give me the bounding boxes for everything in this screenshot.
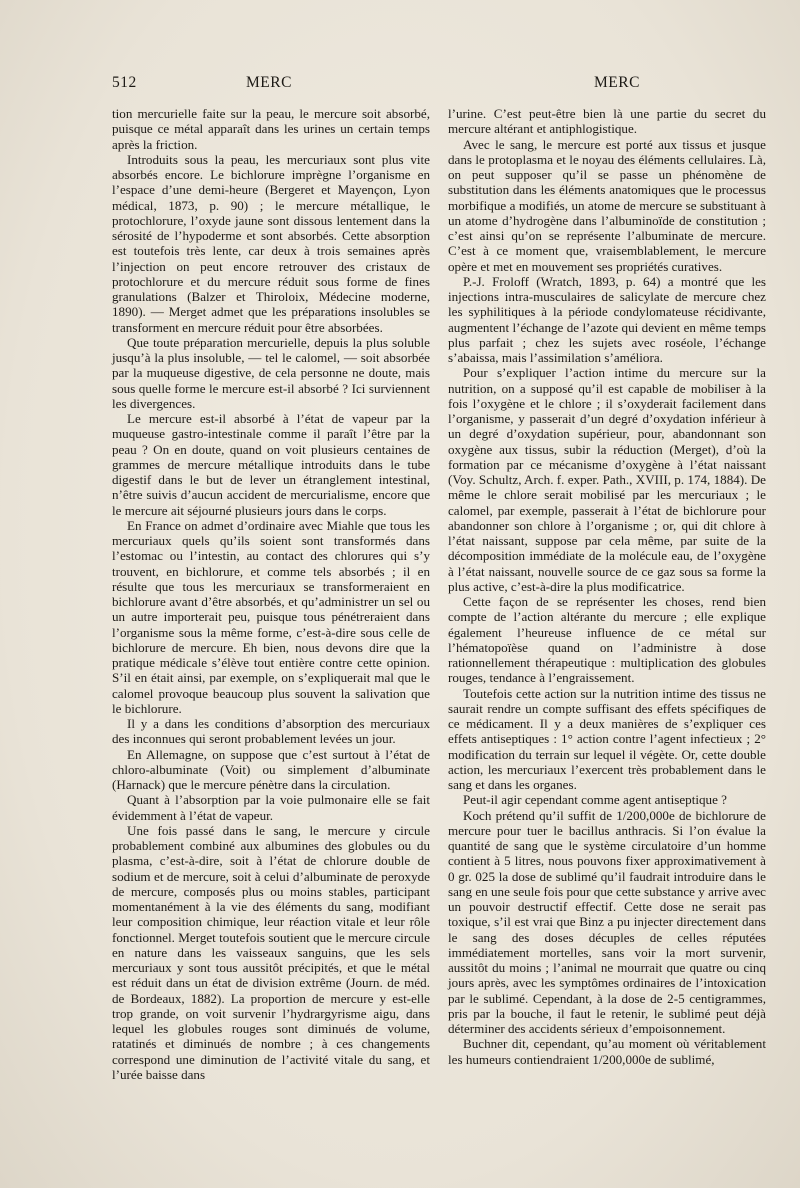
running-head-left: MERC: [246, 74, 292, 91]
paragraph: tion mercurielle faite sur la peau, le mercure soit absorbé, puisque ce métal apparaît dans les urines un certain temps après la friction.: [112, 106, 430, 152]
paragraph: Koch prétend qu’il suffit de 1/200,000e de bichlorure de mercure pour tuer le bacillus anthracis. Si l’on évalue la quantité de sang que le système circulatoire d’un homme contient à 5 litres, nous pouvons fixer approximativement à 0 gr. 025 la dose de sublimé qu’il faudrait introduire dans le sang en une seule fois pour que cette substance y arrive avec un pouvoir destructif effectif. Cette dose ne serait pas toxique, s’il est vrai que Binz a pu injecter directement dans le sang des doses décuples de celles réputées immédiatement mortelles, sans voir la mort survenir, aussitôt du moins ; l’animal ne mourrait que quatre ou cinq jours après, avec les symptômes ordinaires de l’intoxication par le sublimé. Cependant, à la dose de 2-5 centigrammes, pris par la bouche, il faut le retenir, le sublimé peut déjà déterminer des accidents sérieux d’empoisonnement.: [448, 807, 766, 1036]
paragraph: Cette façon de se représenter les choses, rend bien compte de l’action altérante du mercure ; elle explique également l’heureuse influence de ce métal sur l’hématopoïèse quand on l’administre à dose rationnellement thérapeutique : multiplication des globules rouges, tendance à l’engraissement.: [448, 594, 766, 686]
paragraph: Pour s’expliquer l’action intime du mercure sur la nutrition, on a supposé qu’il est capable de mobiliser à la fois l’oxygène et le chlore ; il s’oxyderait facilement dans l’organisme, y passerait d’un degré d’oxydation inférieur à un degré d’oxydation supérieur, pour, abandonnant son oxygène aux tissus, subir la réduction (Merget), d’où la formation par ce mécanisme d’oxygène à l’état naissant (Voy. Schultz, Arch. f. exper. Path., XVIII, p. 174, 1884). De même le chlore serait mobilisé par les mercuriaux ; le calomel, par exemple, passerait à l’état de bichlorure pour abandonner son chlore à l’organisme ; or, qui dit chlore à l’état naissant, suppose par cela même, par suite de la décomposition immédiate de la molécule eau, de l’oxygène à l’état naissant, nouvelle source de ce gaz sous sa forme la plus active, c’est-à-dire la plus modificatrice.: [448, 365, 766, 594]
paragraph: Quant à l’absorption par la voie pulmonaire elle se fait évidemment à l’état de vapeur.: [112, 792, 430, 823]
paragraph: En Allemagne, on suppose que c’est surtout à l’état de chloro-albuminate (Voit) ou simplement d’albuminate (Harnack) que le mercure pénètre dans la circulation.: [112, 746, 430, 792]
paragraph: Peut-il agir cependant comme agent antiseptique ?: [463, 792, 727, 808]
running-head-right: MERC: [594, 74, 640, 91]
paragraph: Une fois passé dans le sang, le mercure y circule probablement combiné aux albumines des globules ou du plasma, c’est-à-dire, soit à l’état de chlorure double de sodium et de mercure, soit à celui d’albuminate de peroxyde de mercure, composés plus ou moins stables, participant momentanément à la vie des éléments du sang, modifiant leur composition chimique, leur réaction vitale et leur rôle fonctionnel. Merget toutefois soutient que le mercure circule en nature dans les vaisseaux sanguins, que les sels mercuriaux y sont tous aussitôt précipités, et que le métal est réduit dans un état de division extrême (Journ. de méd. de Bordeaux, 1882). La proportion de mercure y est-elle trop grande, on voit survenir l’hydrargyrisme aigu, dans lequel les globules rouges sont diminués de volume, ratatinés et diminués de nombre ; à ces changements correspond une diminution de l’activité vitale du sang, et l’urée baisse dans: [112, 822, 430, 1082]
paragraph: Le mercure est-il absorbé à l’état de vapeur par la muqueuse gastro-intestinale comme il paraît l’être par la peau ? On en doute, quand on voit plusieurs centaines de grammes de mercure métallique introduits dans le tube digestif dans le but de lever un étranglement intestinal, n’être suivis d’aucun accident de mercurialisme, encore que le mercure ait séjourné plusieurs jours dans le corps.: [112, 411, 430, 518]
paragraph: Il y a dans les conditions d’absorption des mercuriaux des inconnues qui seront probablement levées un jour.: [112, 716, 430, 747]
page-header: [0, 74, 800, 96]
paragraph: l’urine. C’est peut-être bien là une partie du secret du mercure altérant et antiphlogistique.: [448, 106, 766, 137]
page-number: 512: [112, 74, 137, 91]
paragraph: En France on admet d’ordinaire avec Miahle que tous les mercuriaux quels qu’ils soient sont transformés dans l’estomac ou l’intestin, au contact des chlorures qui s’y trouvent, en bichlorure, et comme tels absorbés ; il en résulte que tous les mercuriaux se transformeraient en bichlorure avant d’être absorbés, et qu’administrer un sel ou un autre importerait peu, puisque tous pénétreraient dans l’organisme sous la même forme, c’est-à-dire sous celle de bichlorure de mercure. Eh bien, nous devons dire que la pratique médicale s’élève tout entière contre cette opinion. S’il en était ainsi, par exemple, on s’expliquerait mal que le calomel provoque beaucoup plus souvent la salivation que le bichlorure.: [112, 517, 430, 716]
paragraph: Que toute préparation mercurielle, depuis la plus soluble jusqu’à la plus insoluble, — tel le calomel, — soit absorbée par la muqueuse digestive, de cela personne ne doute, mais sous quelle forme le mercure est-il absorbé ? Ici surviennent les divergences.: [112, 334, 430, 411]
paragraph: Buchner dit, cependant, qu’au moment où véritablement les humeurs contiendraient 1/200,000e de sublimé,: [448, 1036, 766, 1067]
left-text-column: [112, 106, 430, 1082]
paragraph: P.-J. Froloff (Wratch, 1893, p. 64) a montré que les injections intra-musculaires de salicylate de mercure chez les syphilitiques à la période condylomateuse récidivante, augmentent l’échange de l’azote qui devient en même temps plus parfait ; chez les sujets avec roséole, l’échange s’abaissa, mais l’assimilation s’améliora.: [448, 273, 766, 365]
right-text-column: [448, 106, 766, 1067]
paragraph: Avec le sang, le mercure est porté aux tissus et jusque dans le protoplasma et le noyau des éléments cellulaires. Là, on peut supposer qu’il se passe un phénomène de substitution dans les éléments anatomiques que le processus morbifique a modifiés, un atome de mercure se substituant à un atome d’hydrogène dans l’albuminoïde de constitution ; c’est ainsi qu’on se représente l’albuminate de mercure. C’est à ce moment que, vraisemblablement, le mercure opère et met en mouvement ses propriétés curatives.: [448, 136, 766, 274]
paragraph: Toutefois cette action sur la nutrition intime des tissus ne saurait rendre un compte suffisant des effets spécifiques de ce médicament. Il y a deux manières de s’expliquer ces effets antiseptiques : 1° action contre l’agent infectieux ; 2° modification du terrain sur lequel il végète. Or, cette double action, les mercuriaux l’exercent très probablement dans le sang et dans les organes.: [448, 685, 766, 792]
paragraph: Introduits sous la peau, les mercuriaux sont plus vite absorbés encore. Le bichlorure imprègne l’organisme en l’espace d’une demi-heure (Bergeret et Mayençon, Lyon médical, 1873, p. 90) ; le mercure métallique, le protochlorure, l’oxyde jaune sont dissous lentement dans la sérosité de l’hypoderme et sont absorbés. Cette absorption est toutefois très lente, car deux à trois semaines après l’injection on peut encore retrouver des cristaux de protochlorure et du mercure réduit sous forme de fines granulations (Balzer et Thiroloix, Médecine moderne, 1890). — Merget admet que les préparations insolubles se transforment en mercure réduit pour être absorbées.: [112, 151, 430, 335]
